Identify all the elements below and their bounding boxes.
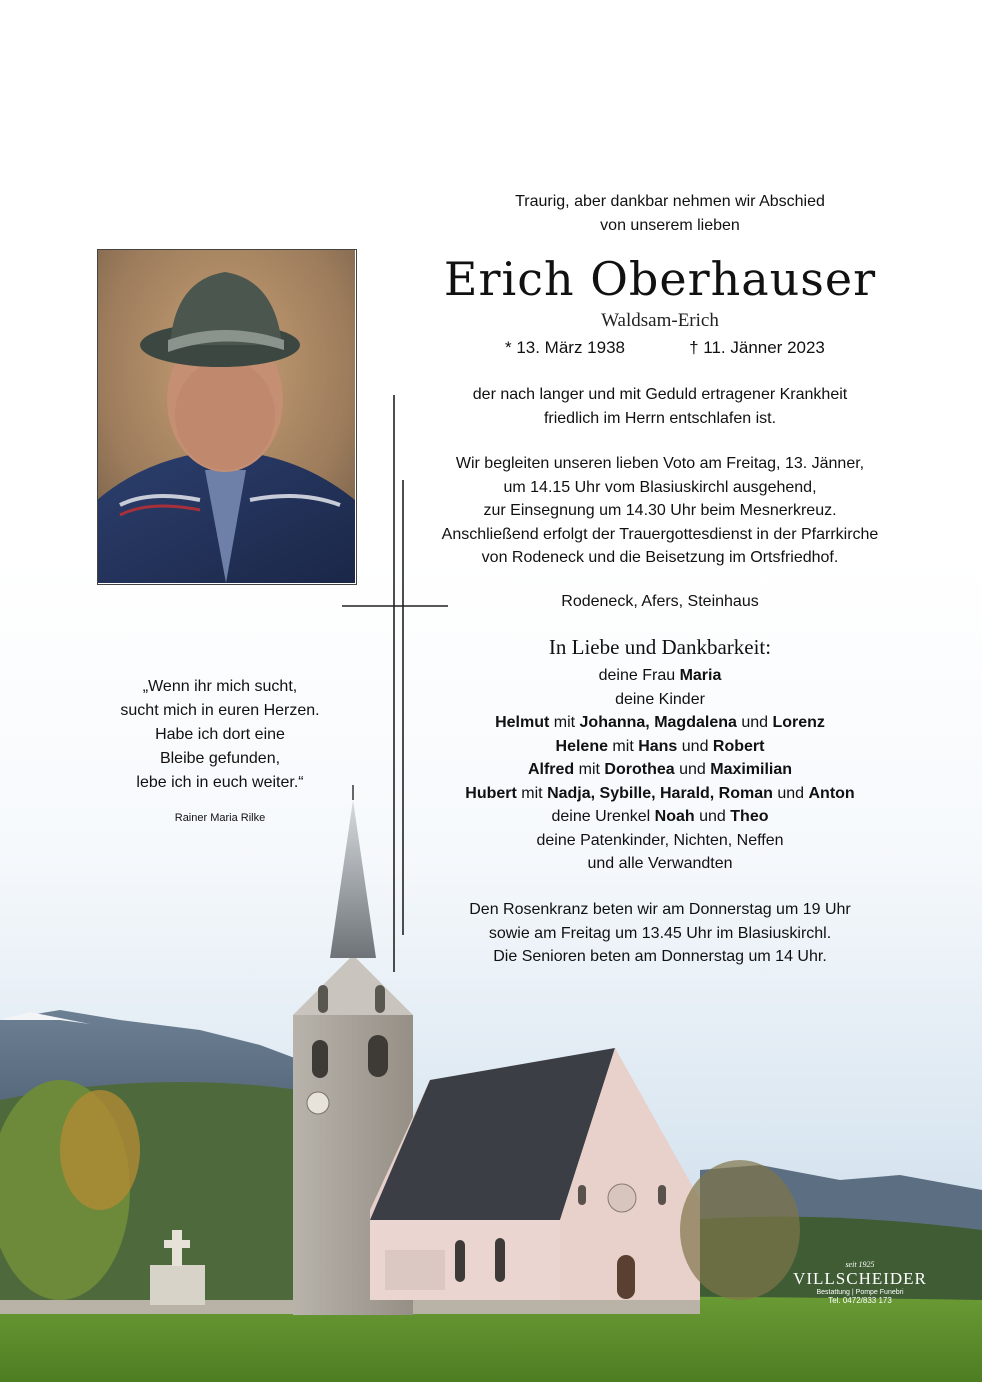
places: Rodeneck, Afers, Steinhaus (561, 593, 759, 610)
rosary-line: Den Rosenkranz beten wir am Donnerstag um 19 Uhr (469, 901, 851, 918)
family-list (410, 664, 910, 876)
death-date: † 11. Jänner 2023 (689, 338, 825, 357)
rosary-text (410, 898, 910, 969)
logo-subtitle: Bestattung | Pompe Funebri (816, 1289, 904, 1296)
quote-line: Bleibe gefunden, (159, 750, 281, 767)
quote-line: Habe ich dort eine (155, 726, 285, 743)
family-great-grandchildren: deine Urenkel Noah und Theo (551, 808, 769, 825)
rosary-line: Die Senioren beten am Donnerstag um 14 Uhr. (493, 948, 827, 965)
family-children-label: deine Kinder (615, 690, 705, 708)
birth-date: * 13. März 1938 (504, 338, 625, 357)
quote-line: sucht mich in euren Herzen. (120, 702, 320, 719)
funeral-line: von Rodeneck und die Beisetzung im Ortsfriedhof. (481, 549, 839, 566)
family-heading: In Liebe und Dankbarkeit: (548, 635, 772, 659)
deceased-name: Erich Oberhauser (443, 252, 877, 306)
family-wife: deine Frau Maria (598, 667, 722, 684)
passing-line: der nach langer und mit Geduld ertragener Krankheit (472, 386, 848, 403)
nickname: Waldsam-Erich (601, 310, 719, 331)
intro-line-1: Traurig, aber dankbar nehmen wir Abschied (515, 193, 825, 210)
passing-text (410, 383, 910, 430)
quote-line: „Wenn ihr mich sucht, (142, 678, 298, 695)
funeral-text (410, 452, 910, 570)
funeral-line: um 14.15 Uhr vom Blasiuskirchl ausgehend, (503, 478, 817, 496)
family-relatives: und alle Verwandten (587, 855, 733, 872)
logo-since: seit 1925 (845, 1260, 875, 1269)
family-child: Alfred mit Dorothea und Maximilian (527, 761, 793, 778)
portrait-frame (97, 249, 357, 585)
family-others: deine Patenkinder, Nichten, Neffen (536, 831, 784, 849)
family-child: Hubert mit Nadja, Sybille, Harald, Roman und Anton (465, 784, 855, 802)
funeral-line: Wir begleiten unseren lieben Voto am Freitag, 13. Jänner, (455, 455, 865, 472)
intro-line-2: von unserem lieben (600, 217, 740, 234)
funeral-home-logo (770, 1260, 950, 1305)
family-child: Helmut mit Johanna, Magdalena und Lorenz (495, 714, 825, 731)
intro-text (480, 190, 860, 238)
logo-brand: VILLSCHEIDER (793, 1269, 927, 1288)
rosary-line: sowie am Freitag um 13.45 Uhr im Blasiuskirchl. (488, 924, 832, 942)
family-child: Helene mit Hans und Robert (555, 737, 765, 755)
funeral-line: Anschließend erfolgt der Trauergottesdienst in der Pfarrkirche (441, 525, 879, 543)
funeral-line: zur Einsegnung um 14.30 Uhr beim Mesnerkreuz. (483, 502, 837, 519)
quote-line: lebe ich in euch weiter.“ (136, 774, 304, 791)
logo-phone: Tel. 0472/833 173 (828, 1296, 892, 1305)
quote-author: Rainer Maria Rilke (174, 812, 266, 824)
quote (90, 675, 350, 795)
passing-line: friedlich im Herrn entschlafen ist. (543, 409, 777, 427)
